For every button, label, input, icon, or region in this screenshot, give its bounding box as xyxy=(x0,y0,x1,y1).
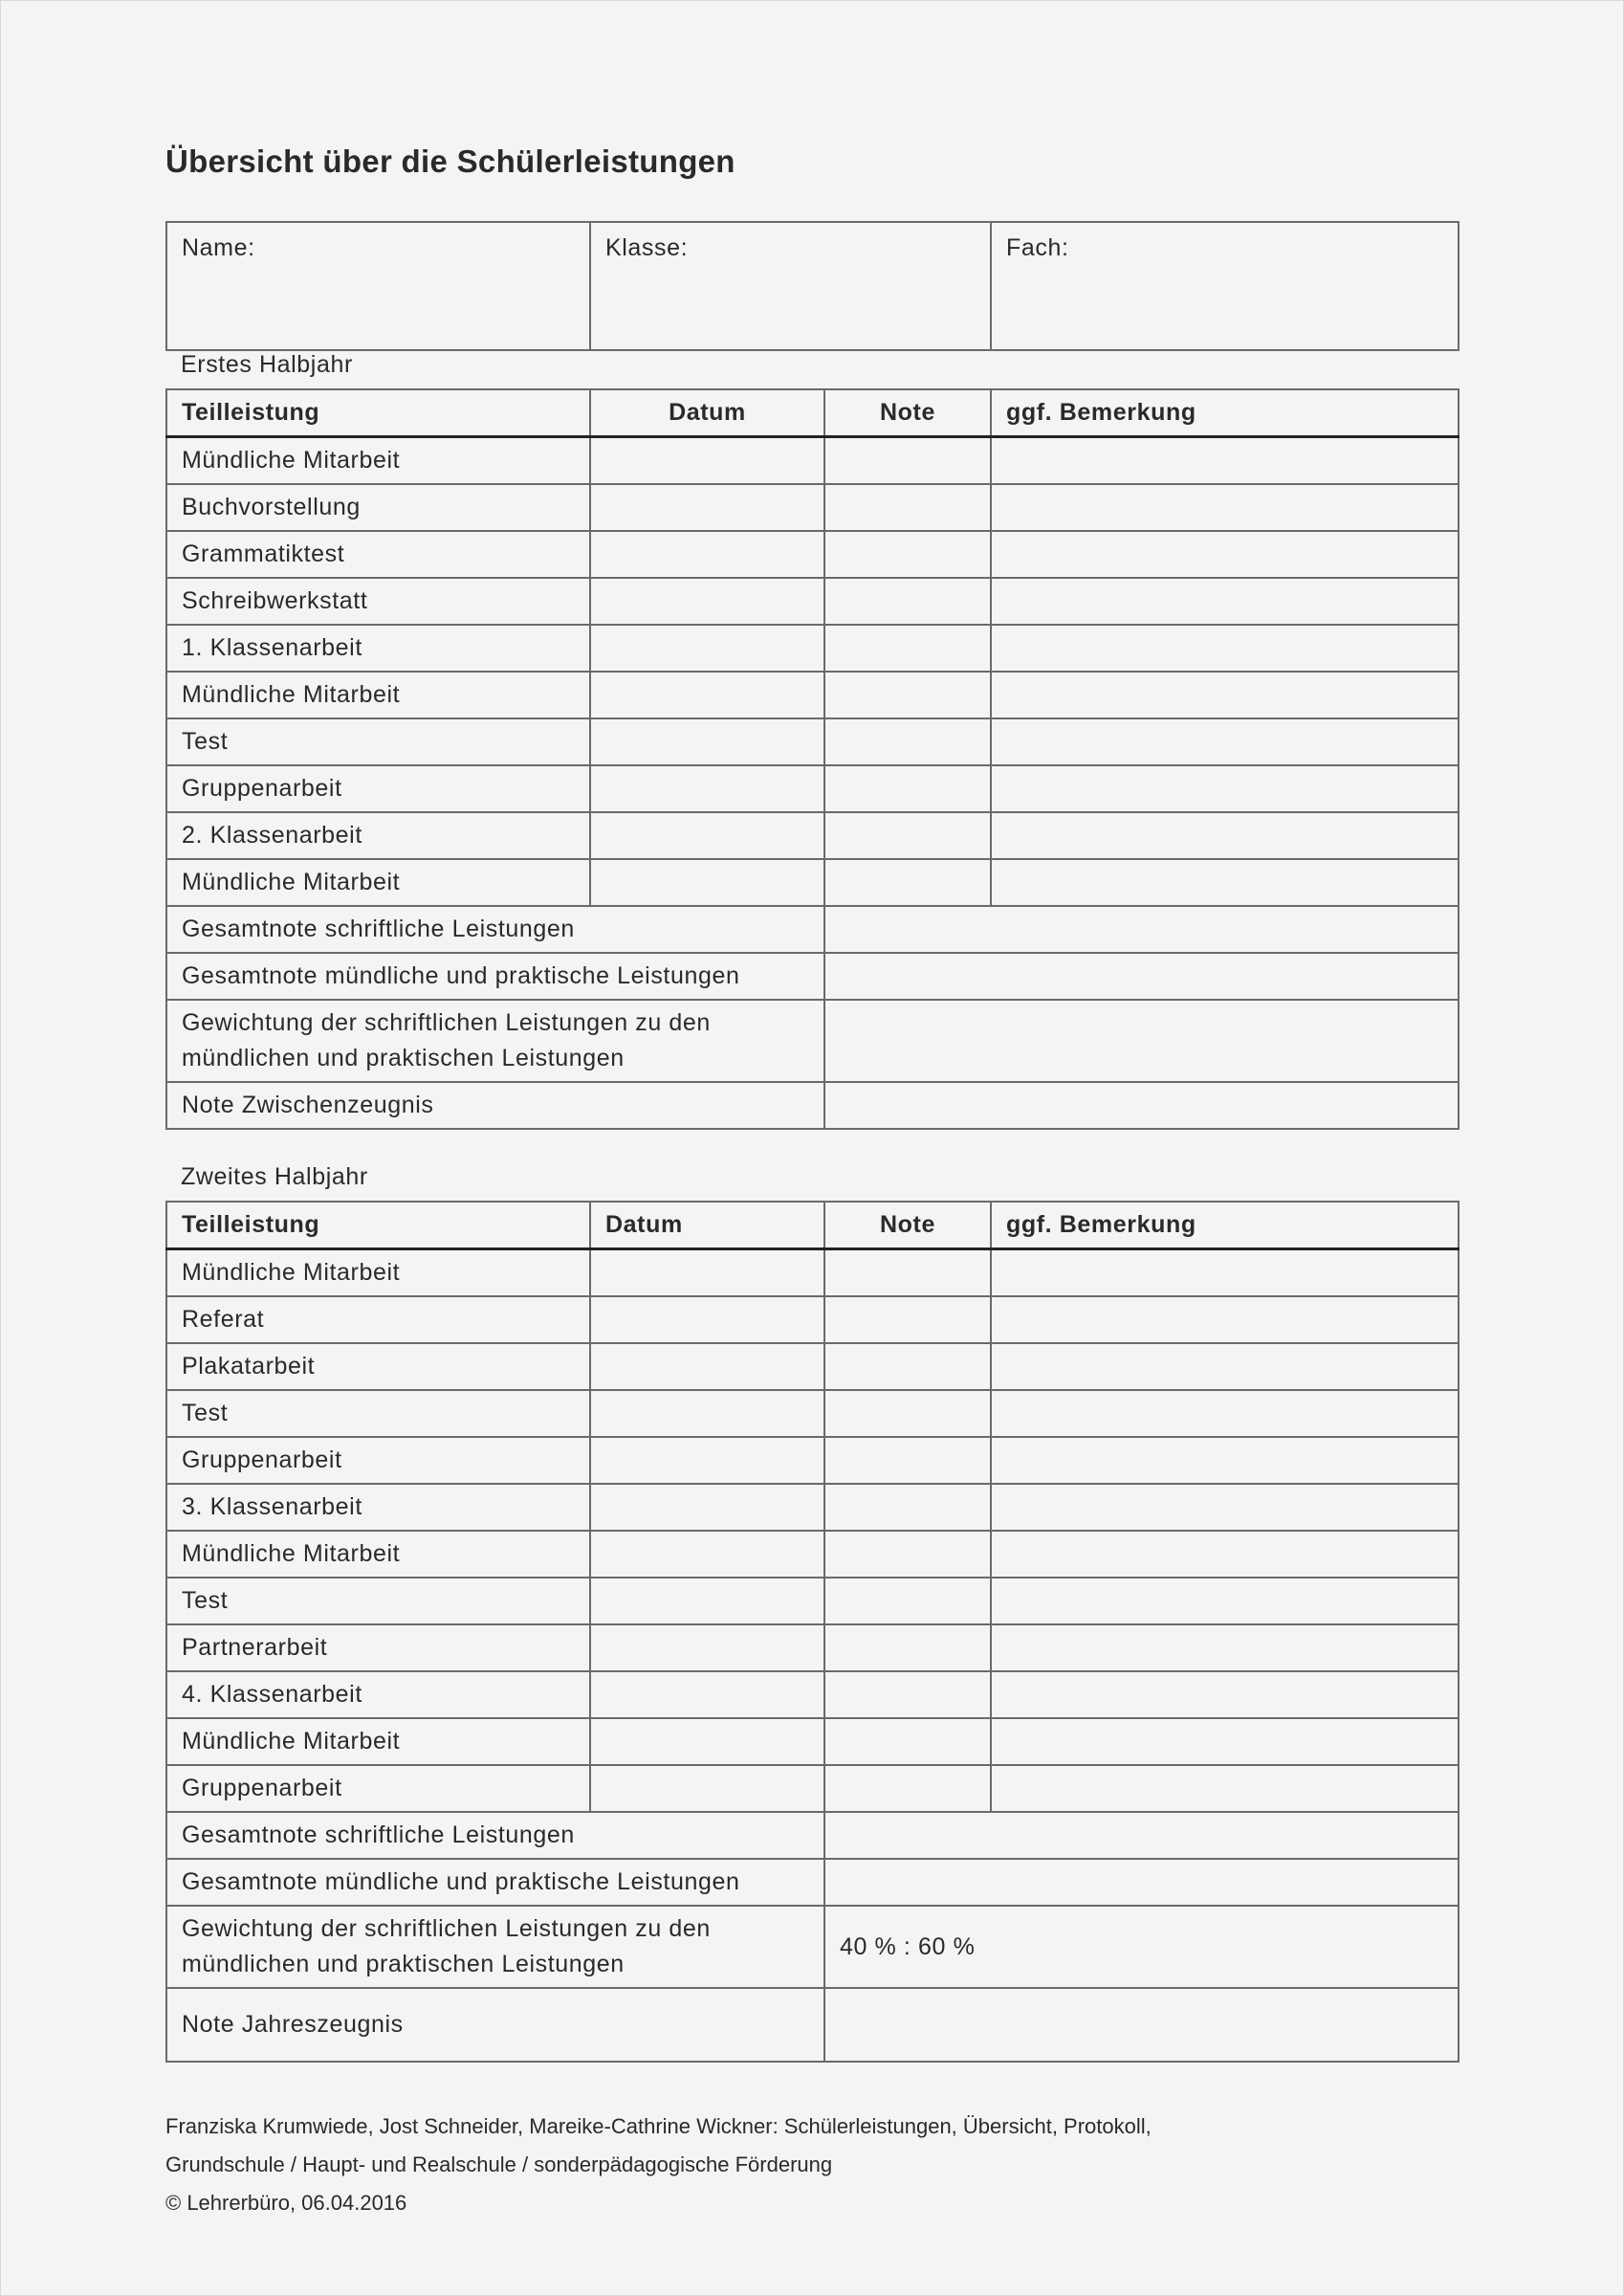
table-row xyxy=(166,1437,1459,1484)
grade-cell[interactable] xyxy=(824,437,991,485)
task-cell: Gruppenarbeit xyxy=(166,1437,590,1484)
footer-copyright: © Lehrerbüro, 06.04.2016 xyxy=(165,2191,407,2215)
table-row xyxy=(166,1249,1459,1297)
table-row xyxy=(166,578,1459,625)
remark-cell[interactable] xyxy=(991,1390,1459,1437)
grade-cell[interactable] xyxy=(824,1578,991,1624)
footer-authors: Franziska Krumwiede, Jost Schneider, Mareike-Cathrine Wickner: Schülerleistungen, Übersicht, Protokoll, xyxy=(165,2114,1152,2138)
summary-label: Gesamtnote mündliche und praktische Leistungen xyxy=(166,953,824,1000)
task-cell: Schreibwerkstatt xyxy=(166,578,590,625)
remark-cell[interactable] xyxy=(991,1531,1459,1578)
header-grade: Note xyxy=(824,389,991,437)
date-cell[interactable] xyxy=(590,812,824,859)
summary-value[interactable] xyxy=(824,953,1459,1000)
remark-cell[interactable] xyxy=(991,484,1459,531)
remark-cell[interactable] xyxy=(991,1484,1459,1531)
grade-cell[interactable] xyxy=(824,1249,991,1297)
table-row xyxy=(166,718,1459,765)
remark-cell[interactable] xyxy=(991,1671,1459,1718)
table-row xyxy=(166,1531,1459,1578)
table-row xyxy=(166,531,1459,578)
table-row xyxy=(166,1765,1459,1812)
date-cell[interactable] xyxy=(590,1249,824,1297)
task-cell: Mündliche Mitarbeit xyxy=(166,1249,590,1297)
task-cell: Partnerarbeit xyxy=(166,1624,590,1671)
task-cell: Referat xyxy=(166,1296,590,1343)
remark-cell[interactable] xyxy=(991,1437,1459,1484)
header-date: Datum xyxy=(590,1202,824,1249)
date-cell[interactable] xyxy=(590,718,824,765)
remark-cell[interactable] xyxy=(991,1718,1459,1765)
date-cell[interactable] xyxy=(590,437,824,485)
date-cell[interactable] xyxy=(590,1296,824,1343)
remark-cell[interactable] xyxy=(991,718,1459,765)
student-info-table xyxy=(165,221,1459,351)
date-cell[interactable] xyxy=(590,1578,824,1624)
header-task: Teilleistung xyxy=(166,1202,590,1249)
task-cell: 3. Klassenarbeit xyxy=(166,1484,590,1531)
grade-cell[interactable] xyxy=(824,1437,991,1484)
summary-value[interactable] xyxy=(824,906,1459,953)
summary-value[interactable] xyxy=(824,1812,1459,1859)
remark-cell[interactable] xyxy=(991,1249,1459,1297)
summary-label: Gesamtnote mündliche und praktische Leistungen xyxy=(166,1859,824,1906)
header-date: Datum xyxy=(590,389,824,437)
grade-cell[interactable] xyxy=(824,484,991,531)
date-cell[interactable] xyxy=(590,1765,824,1812)
table-row xyxy=(166,437,1459,485)
date-cell[interactable] xyxy=(590,1484,824,1531)
date-cell[interactable] xyxy=(590,1531,824,1578)
table-row xyxy=(166,859,1459,906)
grade-cell[interactable] xyxy=(824,1671,991,1718)
date-cell[interactable] xyxy=(590,625,824,672)
grade-cell[interactable] xyxy=(824,1718,991,1765)
date-cell[interactable] xyxy=(590,1390,824,1437)
remark-cell[interactable] xyxy=(991,625,1459,672)
summary-label: Note Zwischenzeugnis xyxy=(166,1082,824,1129)
summary-label: Note Jahreszeugnis xyxy=(166,1988,824,2062)
remark-cell[interactable] xyxy=(991,1765,1459,1812)
second-half-label: Zweites Halbjahr xyxy=(181,1163,368,1190)
date-cell[interactable] xyxy=(590,1437,824,1484)
table-row xyxy=(166,1671,1459,1718)
remark-cell[interactable] xyxy=(991,859,1459,906)
grade-cell[interactable] xyxy=(824,1343,991,1390)
task-cell: Gruppenarbeit xyxy=(166,1765,590,1812)
grade-cell[interactable] xyxy=(824,859,991,906)
summary-row xyxy=(166,1906,1459,1988)
date-cell[interactable] xyxy=(590,672,824,718)
date-cell[interactable] xyxy=(590,859,824,906)
header-remark: ggf. Bemerkung xyxy=(991,389,1459,437)
date-cell[interactable] xyxy=(590,765,824,812)
grade-cell[interactable] xyxy=(824,1765,991,1812)
grade-cell[interactable] xyxy=(824,578,991,625)
table-row xyxy=(166,1484,1459,1531)
summary-value[interactable] xyxy=(824,1859,1459,1906)
summary-label: Gewichtung der schriftlichen Leistungen zu den mündlichen und praktischen Leistungen xyxy=(166,1906,824,1988)
date-cell[interactable] xyxy=(590,531,824,578)
date-cell[interactable] xyxy=(590,578,824,625)
summary-value[interactable] xyxy=(824,1000,1459,1082)
header-grade: Note xyxy=(824,1202,991,1249)
date-cell[interactable] xyxy=(590,1718,824,1765)
summary-row xyxy=(166,953,1459,1000)
summary-row xyxy=(166,1812,1459,1859)
name-field[interactable]: Name: xyxy=(166,222,590,350)
date-cell[interactable] xyxy=(590,484,824,531)
subject-field[interactable]: Fach: xyxy=(991,222,1459,350)
summary-row xyxy=(166,1082,1459,1129)
remark-cell[interactable] xyxy=(991,1343,1459,1390)
header-task: Teilleistung xyxy=(166,389,590,437)
task-cell: Plakatarbeit xyxy=(166,1343,590,1390)
task-cell: Mündliche Mitarbeit xyxy=(166,437,590,485)
task-cell: Mündliche Mitarbeit xyxy=(166,1718,590,1765)
remark-cell[interactable] xyxy=(991,1578,1459,1624)
table-row xyxy=(166,1343,1459,1390)
grade-cell[interactable] xyxy=(824,625,991,672)
summary-label: Gesamtnote schriftliche Leistungen xyxy=(166,906,824,953)
task-cell: 1. Klassenarbeit xyxy=(166,625,590,672)
grade-cell[interactable] xyxy=(824,531,991,578)
grade-cell[interactable] xyxy=(824,718,991,765)
table-row xyxy=(166,1296,1459,1343)
footer-school-types: Grundschule / Haupt- und Realschule / sonderpädagogische Förderung xyxy=(165,2152,833,2176)
task-cell: 4. Klassenarbeit xyxy=(166,1671,590,1718)
table-row xyxy=(166,1718,1459,1765)
remark-cell[interactable] xyxy=(991,1624,1459,1671)
table-row xyxy=(166,484,1459,531)
grade-cell[interactable] xyxy=(824,1296,991,1343)
date-cell[interactable] xyxy=(590,1624,824,1671)
summary-value[interactable]: 40 % : 60 % xyxy=(824,1906,1459,1988)
grade-cell[interactable] xyxy=(824,1531,991,1578)
task-cell: Test xyxy=(166,1390,590,1437)
summary-value[interactable] xyxy=(824,1082,1459,1129)
table-row xyxy=(166,625,1459,672)
task-cell: Grammatiktest xyxy=(166,531,590,578)
class-field[interactable]: Klasse: xyxy=(590,222,991,350)
table-row xyxy=(166,672,1459,718)
grade-cell[interactable] xyxy=(824,1390,991,1437)
task-cell: Test xyxy=(166,1578,590,1624)
date-cell[interactable] xyxy=(590,1671,824,1718)
table-row xyxy=(166,765,1459,812)
task-cell: Buchvorstellung xyxy=(166,484,590,531)
grade-cell[interactable] xyxy=(824,1484,991,1531)
remark-cell[interactable] xyxy=(991,437,1459,485)
task-cell: Test xyxy=(166,718,590,765)
second-half-table xyxy=(165,1201,1459,2063)
page-title: Übersicht über die Schülerleistungen xyxy=(165,144,735,179)
task-cell: Mündliche Mitarbeit xyxy=(166,1531,590,1578)
date-cell[interactable] xyxy=(590,1343,824,1390)
first-half-table xyxy=(165,388,1459,1130)
remark-cell[interactable] xyxy=(991,765,1459,812)
grade-cell[interactable] xyxy=(824,1624,991,1671)
grade-cell[interactable] xyxy=(824,812,991,859)
summary-row xyxy=(166,1000,1459,1082)
remark-cell[interactable] xyxy=(991,531,1459,578)
summary-row xyxy=(166,1859,1459,1906)
header-remark: ggf. Bemerkung xyxy=(991,1202,1459,1249)
task-cell: Mündliche Mitarbeit xyxy=(166,672,590,718)
summary-label: Gewichtung der schriftlichen Leistungen zu den mündlichen und praktischen Leistungen xyxy=(166,1000,824,1082)
remark-cell[interactable] xyxy=(991,812,1459,859)
table-row xyxy=(166,1578,1459,1624)
remark-cell[interactable] xyxy=(991,578,1459,625)
remark-cell[interactable] xyxy=(991,1296,1459,1343)
table-row xyxy=(166,1624,1459,1671)
remark-cell[interactable] xyxy=(991,672,1459,718)
summary-label: Gesamtnote schriftliche Leistungen xyxy=(166,1812,824,1859)
task-cell: Gruppenarbeit xyxy=(166,765,590,812)
first-half-label: Erstes Halbjahr xyxy=(181,351,353,378)
table-row xyxy=(166,1390,1459,1437)
summary-value[interactable] xyxy=(824,1988,1459,2062)
table-row xyxy=(166,812,1459,859)
grade-cell[interactable] xyxy=(824,672,991,718)
task-cell: 2. Klassenarbeit xyxy=(166,812,590,859)
task-cell: Mündliche Mitarbeit xyxy=(166,859,590,906)
grade-cell[interactable] xyxy=(824,765,991,812)
summary-row xyxy=(166,1988,1459,2062)
summary-row xyxy=(166,906,1459,953)
